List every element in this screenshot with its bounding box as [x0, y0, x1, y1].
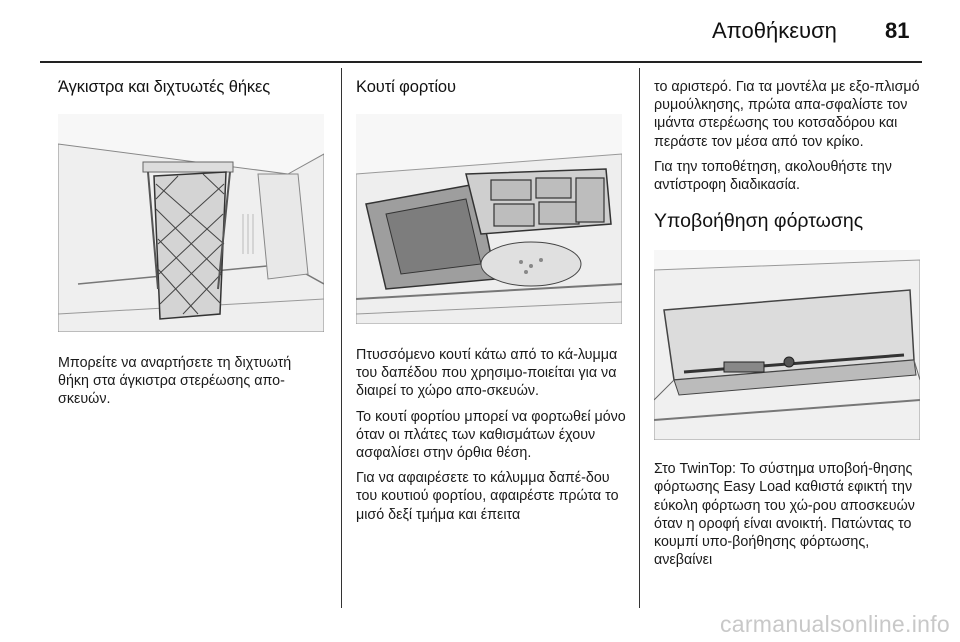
page-header-title: Αποθήκευση — [712, 18, 837, 43]
column-divider-1 — [341, 68, 342, 608]
page-number: 81 — [885, 18, 910, 43]
paragraph-continued-2: Για την τοποθέτηση, ακολουθήστε την αντίστροφη διαδικασία. — [654, 158, 892, 194]
section-heading-loading-assist: Υποβοήθηση φόρτωσης — [654, 210, 864, 233]
figure-loading-assist — [654, 250, 920, 440]
paragraph-cargo-box-1: Πτυσσόμενο κουτί κάτω από το κά-λυμμα του δαπέδου που χρησιμο-ποιείται για να διαιρεί το χώρο απο-σκευών. — [356, 347, 618, 400]
paragraph-cargo-box-2: Το κουτί φορτίου μπορεί να φορτωθεί μόνο όταν οι πλάτες των καθισμάτων έχουν ασφαλίσει στην όρθια θέση. — [356, 408, 626, 462]
figure-cargo-box — [356, 114, 622, 324]
figure-cargo-net — [58, 114, 324, 332]
paragraph-cargo-box-3: Για να αφαιρέσετε το κάλυμμα δαπέ-δου του κουτιού φορτίου, αφαιρέστε πρώτα το μισό δεξί τμήμα και έπειτα — [356, 470, 619, 523]
paragraph-loading-assist-1: Στο TwinTop: Το σύστημα υποβοή-θησης φόρτωσης Easy Load καθιστά εφικτή την εύκολη φόρτωση του χώ-ρου αποσκευών όταν η οροφή είναι ανοικτή. Πατώντας το κουμπί υπο-βοήθησης φόρτωσης, ανεβαίνει — [654, 461, 915, 569]
section-heading-cargo-box: Κουτί φορτίου — [356, 78, 456, 96]
column-divider-2 — [639, 68, 640, 608]
watermark: carmanualsonline.info — [719, 611, 950, 637]
column-loading-assist — [654, 72, 924, 576]
paragraph-hooks-nets-1: Μπορείτε να αναρτήσετε τη διχτυωτή θήκη στα άγκιστρα στερέωσης απο-σκευών. — [58, 355, 292, 408]
header-rule — [40, 61, 922, 63]
column-cargo-box — [356, 72, 626, 531]
section-heading-hooks-nets: Άγκιστρα και διχτυωτές θήκες — [58, 78, 271, 96]
paragraph-continued-1: το αριστερό. Για τα μοντέλα με εξο-πλισμό ρυμούλκησης, πρώτα απα-σφαλίστε τον ιμάντα στερέωσης του κοτσαδόρου και περάστε τον μέσα από τον κρίκο. — [654, 79, 920, 150]
column-cargo-net — [58, 72, 326, 416]
